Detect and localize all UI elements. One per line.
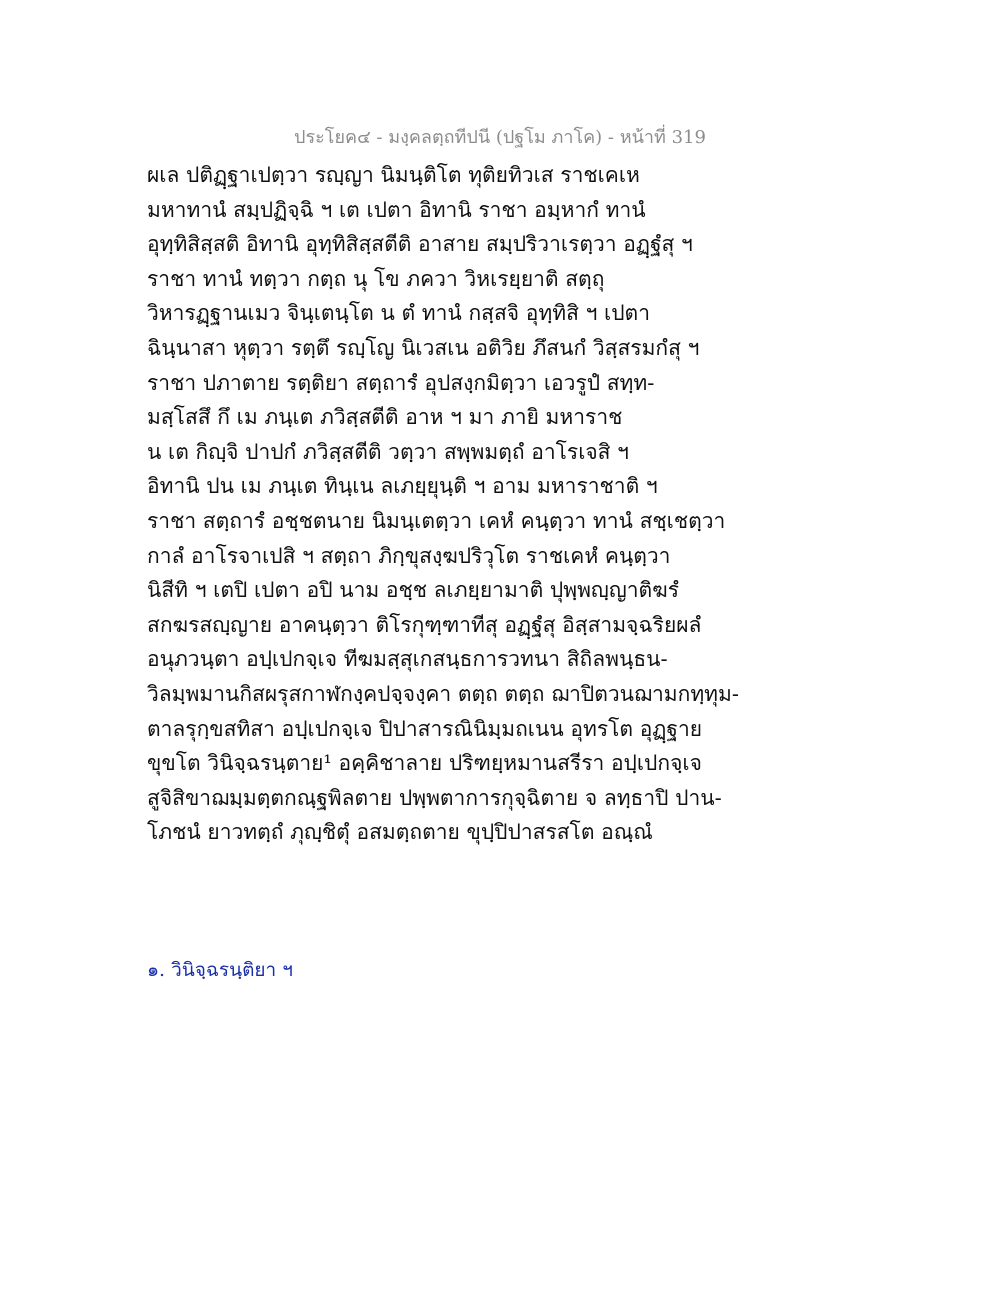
text-line: อุทฺทิสิสฺสติ อิทานิ อุทฺทิสิสฺสตีติ อาสาย สมฺปริวาเรตฺวา อฏฺฐํสุ ฯ [147, 232, 693, 257]
body-text [147, 158, 867, 850]
footnote: ๑. วินิจฺฉรนฺติยา ฯ [147, 959, 293, 981]
text-line: โภชนํ ยาวทตฺถํ ภุญฺชิตุํ อสมตฺถตาย ขุปฺปิปาสรสโต อณฺณํ [147, 820, 653, 845]
text-line: ตาลรุกฺขสทิสา อปฺเปกจฺเจ ปิปาสารณินิมฺมถเนน อุทรโต อุฏฺฐาย [147, 716, 703, 741]
text-line: นิสีทิ ฯ เตปิ เปตา อปิ นาม อชฺช ลเภยฺยามาติ ปุพฺพญฺญาติฆรํ [147, 578, 680, 603]
text-line: วิลมฺพมานกิสผรุสกาฬกงฺคปจฺจงฺคา ตตฺถ ตตฺถ ฌาปิตวนฌามกทฺทุม- [147, 681, 739, 706]
text-line: ขุขโต วินิจฺฉรนฺตาย¹ อคฺคิชาลาย ปริฑยฺหมานสรีรา อปฺเปกจฺเจ [147, 751, 702, 776]
text-line: อนุภวนฺตา อปฺเปกจฺเจ ทีฆมสฺสุเกสนฺธการวทนา สิถิลพนฺธน- [147, 647, 668, 672]
text-line: สูจิสิขาฌมฺมตฺตกณฺฐพิลตาย ปพฺพตาการกุจฺฉิตาย จ ลทฺธาปิ ปาน- [147, 785, 722, 810]
text-line: มสฺโสสึ กึ เม ภนฺเต ภวิสฺสตีติ อาห ฯ มา ภายิ มหาราช [147, 405, 623, 430]
text-line: น เต กิญฺจิ ปาปกํ ภวิสฺสตีติ วตฺวา สพฺพมตฺถํ อาโรเจสิ ฯ [147, 439, 629, 464]
text-line: ราชา ปภาตาย รตฺติยา สตฺถารํ อุปสงฺกมิตฺวา เอวรูปํ สทฺท- [147, 370, 655, 395]
text-line: กาลํ อาโรจาเปสิ ฯ สตฺถา ภิกฺขุสงฺฆปริวุโต ราชเคหํ คนฺตฺวา [147, 543, 671, 568]
text-line: วิหารฏฺฐานเมว จินฺเตนฺโต น ตํ ทานํ กสฺสจิ อุทฺทิสิ ฯ เปตา [147, 301, 650, 326]
text-line: สกฆรสญฺญาย อาคนฺตฺวา ติโรกุฑฺฑาทีสุ อฏฺฐํสุ อิสฺสามจฺฉริยผลํ [147, 612, 702, 637]
text-line: ราชา ทานํ ทตฺวา กตฺถ นุ โข ภควา วิหเรยฺยาติ สตฺถุ [147, 266, 605, 291]
text-line: ผเล ปติฏฺฐาเปตฺวา รญฺญา นิมนฺติโต ทุติยทิวเส ราชเคเห [147, 163, 640, 187]
text-line: มหาทานํ สมฺปฏิจฺฉิ ฯ เต เปตา อิทานิ ราชา อมฺหากํ ทานํ [147, 197, 646, 222]
text-line: ฉินฺนาสา หุตฺวา รตฺตึ รญฺโญ นิเวสเน อติวิย ภึสนกํ วิสฺสรมกํสุ ฯ [147, 335, 700, 360]
text-line: อิทานิ ปน เม ภนฺเต ทินฺเน ลเภยฺยุนฺติ ฯ อาม มหาราชาติ ฯ [147, 474, 658, 499]
text-line: ราชา สตฺถารํ อชฺชตนาย นิมนฺเตตฺวา เคหํ คนฺตฺวา ทานํ สชฺเชตฺวา [147, 508, 726, 533]
running-header: ประโยค๔ - มงฺคลตฺถทีปนี (ปฐโม ภาโค) - หน้าที่ 319 [294, 127, 706, 148]
